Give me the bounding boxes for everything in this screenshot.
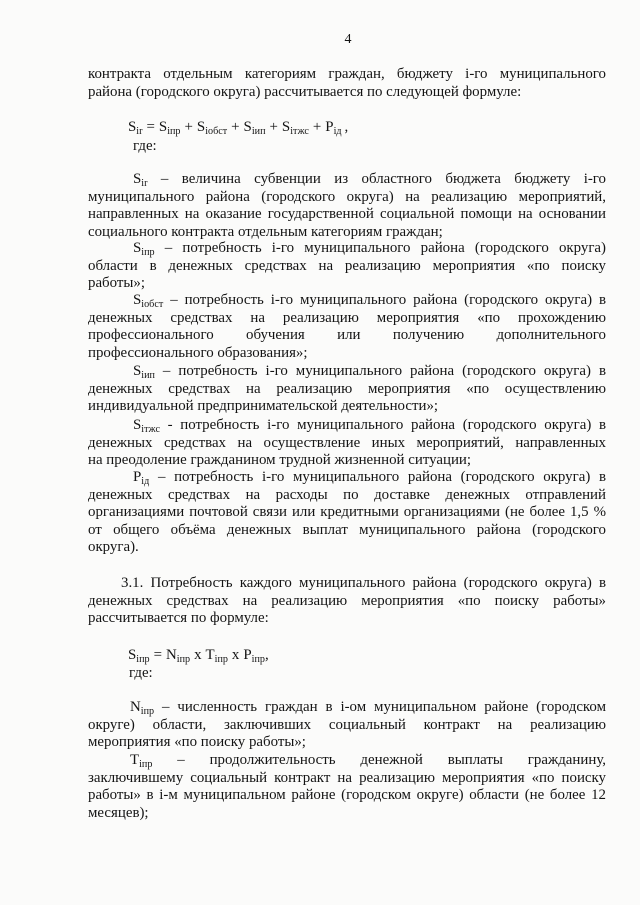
variable-subscript: iип: [251, 126, 266, 137]
text-line: направленных на оказание государственной социальной помощи на основании: [88, 206, 606, 222]
text-line: от общего объёма денежных выплат муниципального района (городского: [88, 521, 606, 538]
text-line: [88, 292, 606, 310]
variable-symbol: [133, 417, 160, 433]
text-line: муниципального района (городского округа) на реализацию мероприятий,: [88, 188, 606, 205]
definition-text: - потребность i-го муниципального района (городского округа) в: [159, 417, 606, 433]
where-label: где:: [129, 665, 153, 681]
text-line: организациями почтовой связи или кредитными организациями (не более 1,5 %: [88, 504, 606, 520]
equals-sign: =: [153, 647, 162, 663]
variable-subscript: iпр: [136, 654, 150, 665]
definition-s-ipr: [88, 240, 606, 293]
variable-subscript: iпр: [176, 654, 191, 665]
text-line: профессионального обучения или получению дополнительного: [88, 327, 606, 343]
definition-s-itzhs: [88, 417, 606, 470]
text-line: района (городского округа) рассчитывается по следующей формуле:: [88, 83, 522, 100]
variable-symbol: [133, 469, 149, 485]
text-line: денежных средствах на реализацию мероприятия «по поиску работы»: [88, 592, 606, 609]
variable-subscript: iпр: [141, 247, 155, 258]
section-3-1-paragraph: [88, 575, 606, 628]
text-line: [88, 469, 606, 487]
text-line: мероприятия «по поиску работы»;: [88, 734, 306, 750]
text-line: [88, 240, 606, 258]
text-line: контракта отдельным категориям граждан, бюджету i-го муниципального: [88, 66, 606, 82]
formula-term: [159, 119, 181, 135]
definition-text: – численность граждан в i-ом муниципальном районе (городском: [154, 699, 606, 715]
text-line: округа).: [88, 539, 139, 555]
where-label: где:: [133, 138, 157, 154]
variable-base: S: [133, 417, 142, 433]
text-line: рассчитывается по формуле:: [88, 610, 269, 626]
text-line: [88, 752, 606, 770]
variable-base: T: [130, 752, 140, 768]
plus-sign: +: [269, 119, 278, 135]
text-line: профессионального образования»;: [88, 344, 308, 361]
variable-subscript: iпр: [139, 759, 153, 770]
formula-term: [244, 119, 266, 135]
formula-term: [325, 119, 341, 135]
definition-s-ir: [88, 171, 606, 241]
variable-base: S: [158, 119, 168, 135]
variable-subscript: iд: [141, 476, 150, 487]
variable-base: S: [133, 240, 142, 256]
plus-sign: +: [231, 119, 240, 135]
definition-text: – потребность i-го муниципального района (городского округа) в: [149, 469, 606, 485]
variable-subscript: iип: [141, 370, 155, 381]
multiply-sign: x: [231, 647, 240, 663]
text-line: округе) области, заключивших социальный контракт на реализацию: [88, 716, 606, 733]
variable-subscript: iобст: [205, 126, 228, 137]
variable-base: S: [133, 171, 142, 187]
variable-symbol: [133, 240, 155, 256]
equals-sign: =: [146, 119, 155, 135]
definition-text: – потребность i-го муниципального района (городского округа): [154, 240, 606, 256]
text-line: заключившему социальный контракт на реализацию мероприятия «по поиску: [88, 769, 606, 786]
variable-symbol: [130, 699, 154, 715]
variable-base: S: [133, 363, 142, 379]
definition-n-ipr: [88, 699, 606, 752]
text-line: денежных средствах на осуществление иных мероприятий, направленных: [88, 434, 606, 451]
variable-subscript: ir: [136, 126, 143, 137]
formula-term: [282, 119, 309, 135]
text-line: [88, 363, 606, 381]
definition-text: – продолжительность денежной выплаты гражданину,: [152, 752, 606, 768]
text-line: индивидуальной предпринимательской деятельности»;: [88, 398, 439, 414]
job-search-formula: [128, 647, 269, 665]
text-line: работы»;: [88, 275, 145, 291]
text-line: работы» в i-м муниципальном районе (городском округе) области (не более 12: [88, 787, 606, 803]
definition-s-iip: [88, 363, 606, 416]
variable-subscript: iтжс: [290, 126, 309, 137]
formula-end-comma: ,: [264, 647, 269, 663]
text-line: социального контракта отдельным категориям граждан;: [88, 223, 443, 240]
variable-symbol: [133, 292, 163, 308]
variable-base: N: [166, 647, 177, 663]
variable-symbol: [133, 363, 155, 379]
formula-term: [197, 119, 227, 135]
variable-symbol: [130, 752, 152, 768]
variable-subscript: iпр: [214, 654, 228, 665]
plus-sign: +: [312, 119, 322, 135]
variable-subscript: iд: [333, 126, 342, 137]
text-line: денежных средствах на реализацию мероприятия «по прохождению: [88, 309, 606, 326]
definition-p-id: [88, 469, 606, 557]
formula-term: [206, 647, 228, 663]
definition-s-iobst: [88, 292, 606, 362]
definition-text: – потребность i-го муниципального района (городского округа) в: [154, 363, 606, 379]
text-line: [88, 171, 606, 189]
variable-subscript: ir: [141, 178, 148, 189]
variable-base: S: [196, 119, 206, 135]
text-line: месяцев);: [88, 804, 149, 821]
multiply-sign: x: [194, 647, 202, 663]
formula-term: [166, 647, 190, 663]
definition-text: – потребность i-го муниципального района (городского округа) в: [163, 292, 606, 308]
variable-base: P: [243, 647, 252, 663]
variable-symbol: [133, 171, 147, 187]
text-line: [88, 699, 606, 717]
formula-end-comma: ,: [344, 119, 349, 135]
text-line: [88, 417, 606, 435]
variable-base: S: [243, 119, 252, 135]
variable-subscript: iпр: [167, 126, 181, 137]
variable-subscript: iтжс: [141, 424, 160, 435]
formula-lhs: [128, 647, 150, 663]
text-line: 3.1. Потребность каждого муниципального района (городского округа) в: [121, 575, 606, 591]
intro-paragraph: [88, 66, 606, 101]
subvention-formula: [128, 119, 348, 137]
variable-base: S: [128, 647, 137, 663]
text-line: на преодоление гражданином трудной жизненной ситуации;: [88, 452, 472, 468]
definition-text: – величина субвенции из областного бюджета бюджету i-го: [147, 171, 606, 187]
text-line: денежных средствах на расходы по доставке денежных отправлений: [88, 486, 606, 503]
variable-subscript: iобст: [141, 299, 164, 310]
variable-base: P: [325, 119, 334, 135]
variable-base: P: [133, 469, 142, 485]
variable-base: N: [130, 699, 141, 715]
variable-base: S: [128, 119, 137, 135]
text-line: денежных средствах на реализацию мероприятия «по осуществлению: [88, 380, 606, 397]
definition-t-ipr: [88, 752, 606, 822]
variable-base: S: [133, 292, 142, 308]
formula-lhs: [128, 119, 142, 135]
page-number: 4: [344, 32, 352, 47]
text-line: области в денежных средствах на реализацию мероприятия «по поиску: [88, 257, 606, 274]
formula-term: [243, 647, 265, 663]
variable-base: S: [281, 119, 291, 135]
variable-subscript: iпр: [140, 706, 155, 717]
variable-subscript: iпр: [251, 654, 265, 665]
plus-sign: +: [184, 119, 193, 135]
variable-base: T: [205, 647, 215, 663]
